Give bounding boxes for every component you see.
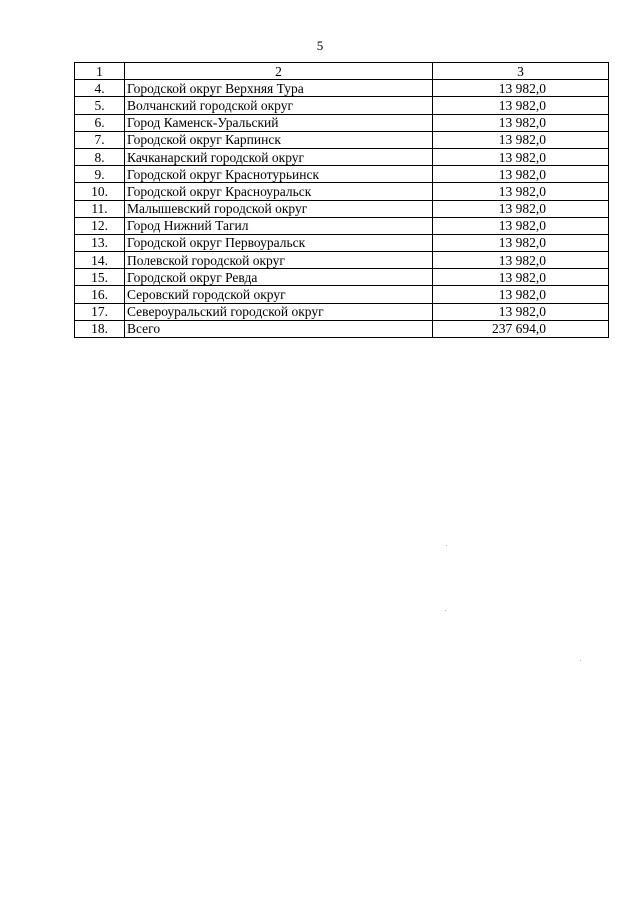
amount-cell — [433, 303, 609, 320]
amount-cell — [433, 183, 609, 200]
municipality-name: Североуральский городской округ — [125, 303, 433, 320]
municipality-name: Малышевский городской округ — [125, 200, 433, 217]
table-row — [75, 97, 609, 114]
row-number: 11. — [75, 200, 125, 217]
row-number: 9. — [75, 166, 125, 183]
row-number: 4. — [75, 80, 125, 97]
amount-cell — [433, 269, 609, 286]
municipality-name: Городской округ Карпинск — [125, 131, 433, 148]
municipality-name: Городской округ Краснотурьинск — [125, 166, 433, 183]
municipality-name: Городской округ Первоуральск — [125, 234, 433, 251]
header-column-name: 2 — [125, 63, 433, 80]
amount-value: 13 982,0 — [498, 183, 546, 199]
amount-value: 13 982,0 — [498, 132, 546, 148]
amount-value: 237 694,0 — [492, 321, 546, 337]
municipality-name: Городской округ Красноуральск — [125, 183, 433, 200]
row-number: 14. — [75, 252, 125, 269]
amount-cell — [433, 131, 609, 148]
row-number: 12. — [75, 217, 125, 234]
table-row — [75, 148, 609, 165]
amount-cell — [433, 80, 609, 97]
amount-value: 13 982,0 — [498, 149, 546, 165]
table-row — [75, 286, 609, 303]
amount-cell — [433, 148, 609, 165]
table-row — [75, 114, 609, 131]
table-row — [75, 183, 609, 200]
scan-speck — [446, 545, 447, 546]
amount-cell — [433, 166, 609, 183]
municipality-name: Город Каменск-Уральский — [125, 114, 433, 131]
row-number: 7. — [75, 131, 125, 148]
amount-value: 13 982,0 — [498, 97, 546, 113]
amount-cell — [433, 217, 609, 234]
header-column-value: 3 — [433, 63, 609, 80]
amount-value: 13 982,0 — [498, 201, 546, 217]
table-row — [75, 166, 609, 183]
municipality-name: Серовский городской округ — [125, 286, 433, 303]
table-row — [75, 217, 609, 234]
amount-value: 13 982,0 — [498, 80, 546, 96]
table-row — [75, 252, 609, 269]
municipality-name: Качканарский городской округ — [125, 148, 433, 165]
municipality-name: Городской округ Ревда — [125, 269, 433, 286]
amount-cell — [433, 286, 609, 303]
table-body — [75, 80, 609, 338]
table-row — [75, 320, 609, 337]
amount-value: 13 982,0 — [498, 166, 546, 182]
municipality-name: Всего — [125, 320, 433, 337]
row-number: 18. — [75, 320, 125, 337]
amount-value: 13 982,0 — [498, 218, 546, 234]
table-row — [75, 200, 609, 217]
table-row — [75, 269, 609, 286]
amount-cell — [433, 200, 609, 217]
amount-cell — [433, 320, 609, 337]
municipality-name: Городской округ Верхняя Тура — [125, 80, 433, 97]
row-number: 13. — [75, 234, 125, 251]
scan-speck — [580, 660, 581, 661]
amount-cell — [433, 252, 609, 269]
amount-cell — [433, 97, 609, 114]
table-row — [75, 303, 609, 320]
amount-value: 13 982,0 — [498, 269, 546, 285]
amount-cell — [433, 234, 609, 251]
row-number: 5. — [75, 97, 125, 114]
table-row — [75, 234, 609, 251]
allocation-table — [74, 62, 609, 338]
table-header-row — [75, 63, 609, 80]
page-number: 5 — [316, 38, 324, 53]
row-number: 10. — [75, 183, 125, 200]
amount-value: 13 982,0 — [498, 235, 546, 251]
amount-value: 13 982,0 — [498, 115, 546, 131]
row-number: 17. — [75, 303, 125, 320]
row-number: 6. — [75, 114, 125, 131]
row-number: 8. — [75, 148, 125, 165]
municipality-name: Город Нижний Тагил — [125, 217, 433, 234]
amount-value: 13 982,0 — [498, 287, 546, 303]
amount-value: 13 982,0 — [498, 304, 546, 320]
scan-speck — [445, 610, 446, 611]
table-row — [75, 131, 609, 148]
municipality-name: Волчанский городской округ — [125, 97, 433, 114]
amount-cell — [433, 114, 609, 131]
table-row — [75, 80, 609, 97]
header-column-number: 1 — [75, 63, 125, 80]
row-number: 15. — [75, 269, 125, 286]
amount-value: 13 982,0 — [498, 252, 546, 268]
row-number: 16. — [75, 286, 125, 303]
municipality-name: Полевской городской округ — [125, 252, 433, 269]
